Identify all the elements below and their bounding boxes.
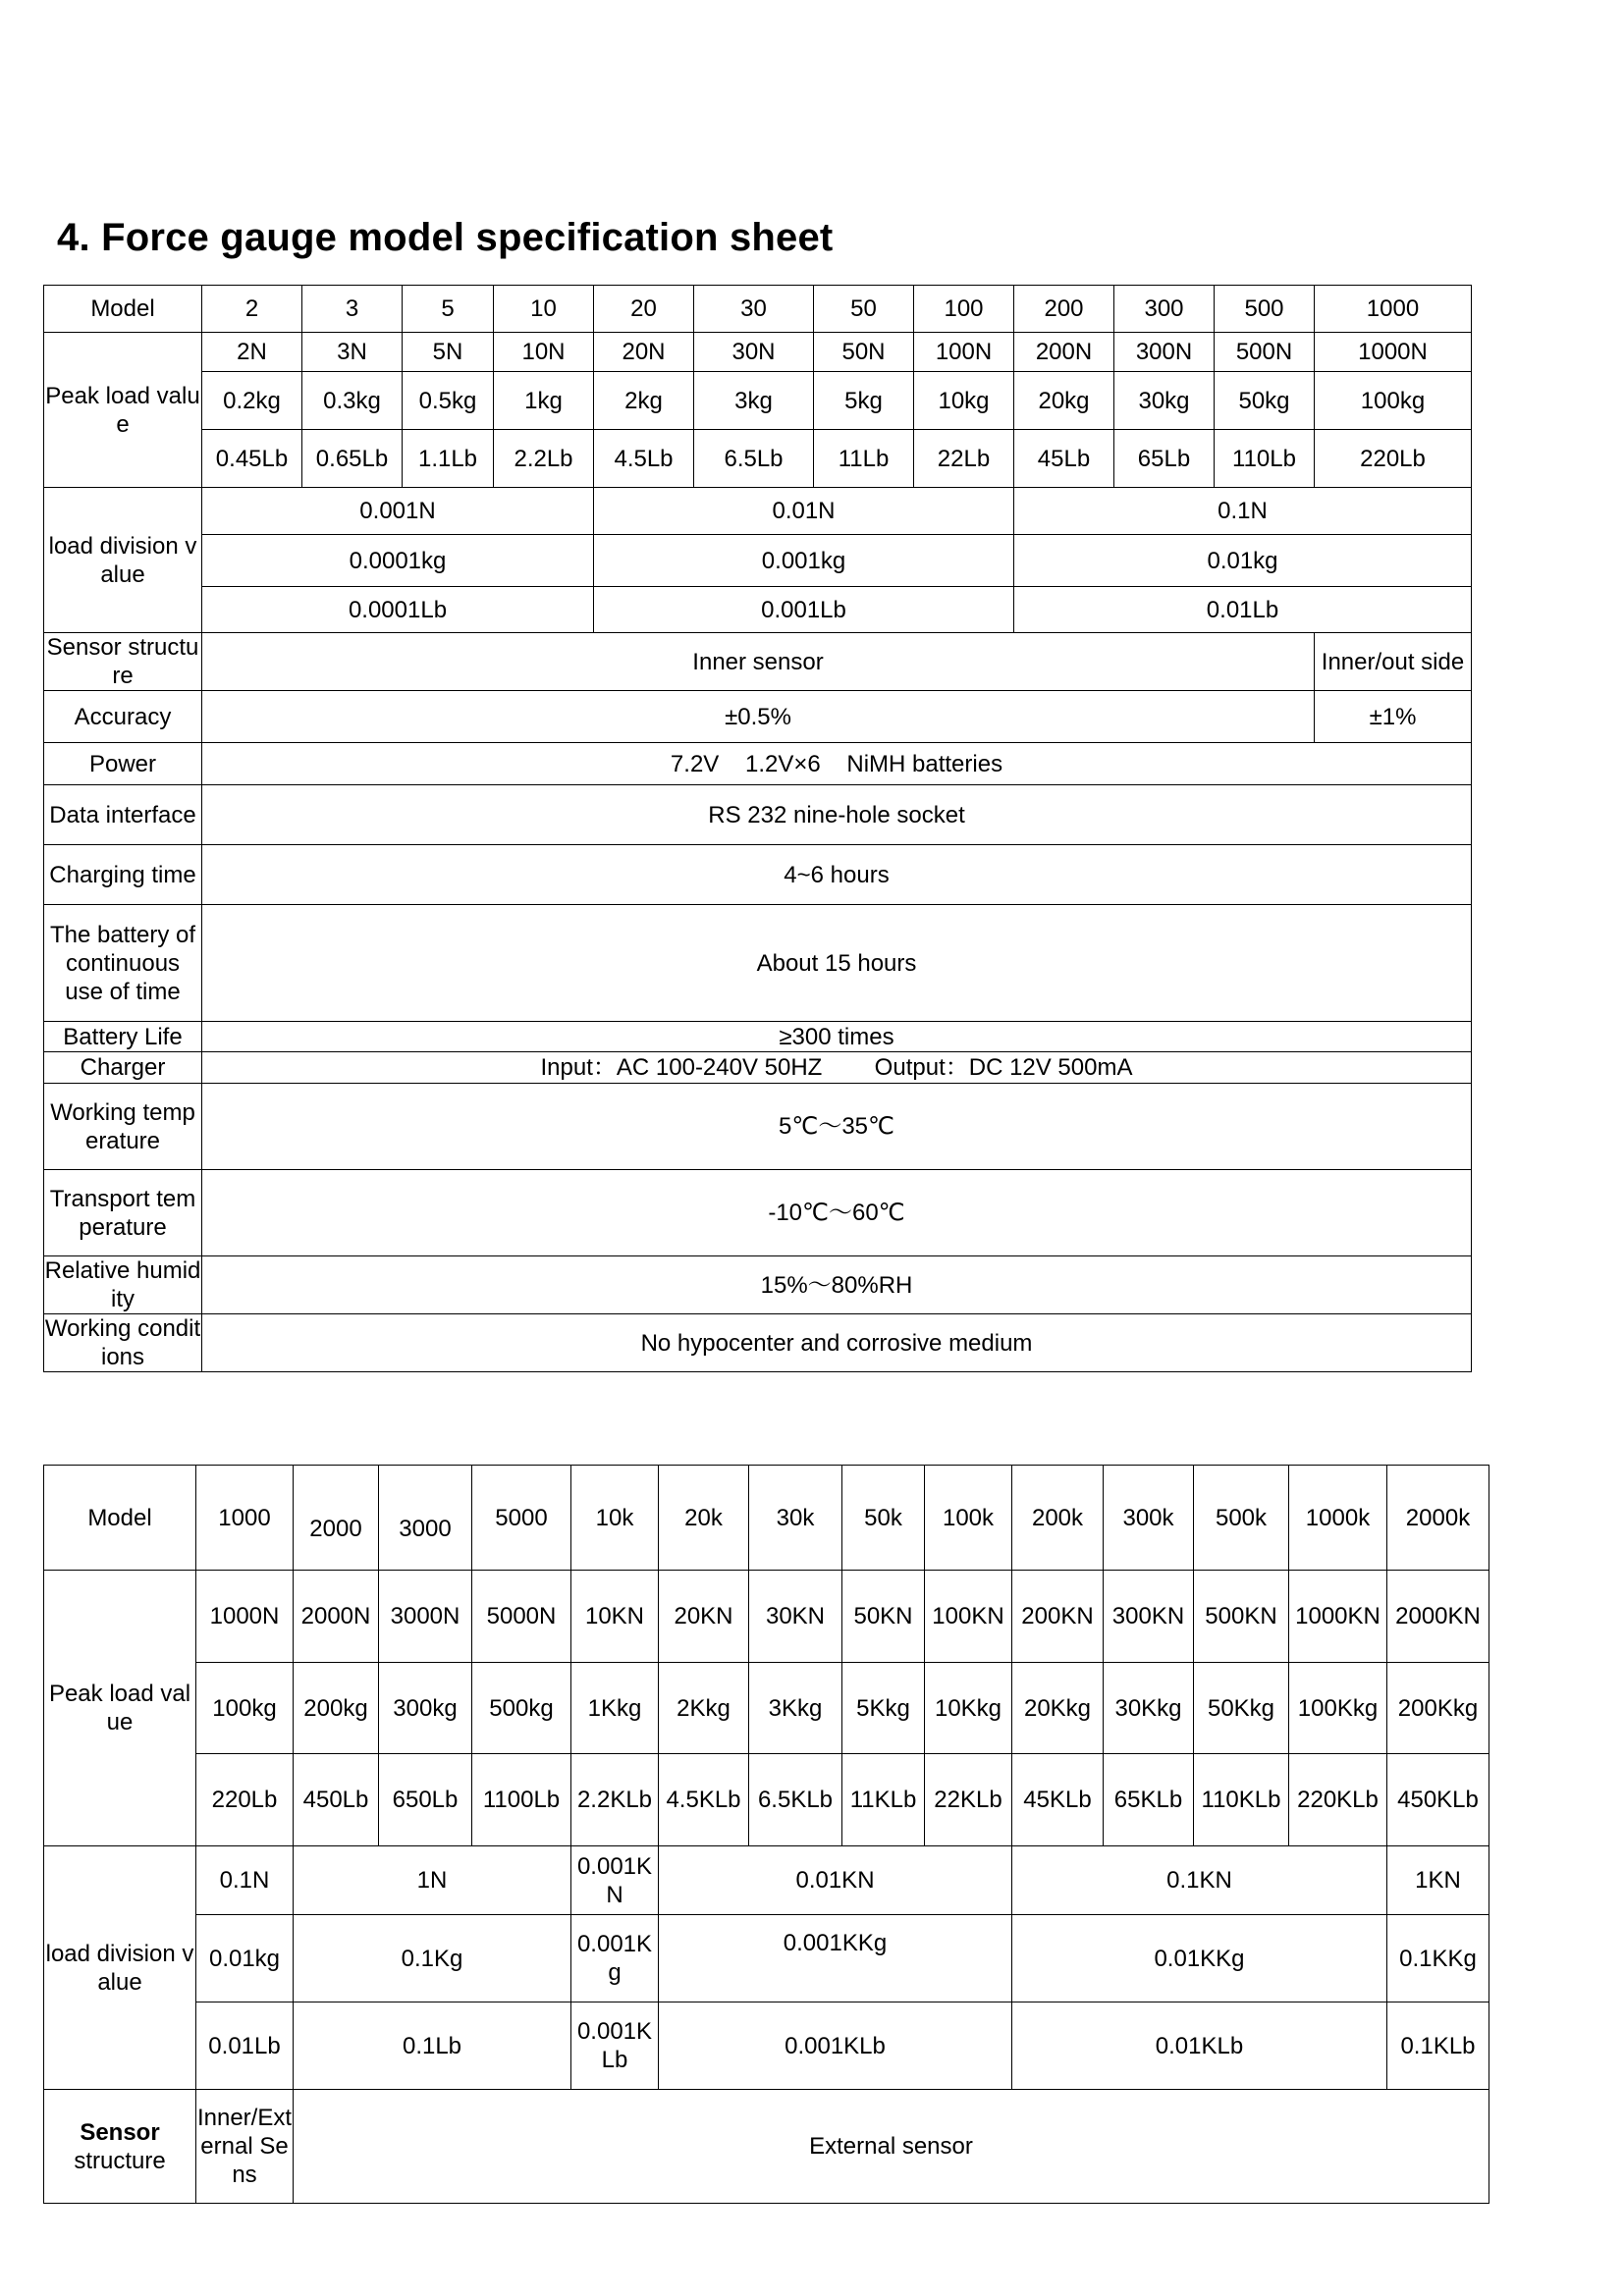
peak-lb-cell: 65Lb <box>1114 430 1215 488</box>
peak-n-cell: 100KN <box>925 1571 1012 1663</box>
model-cell: 200k <box>1012 1466 1104 1571</box>
division-kg-cell: 0.01kg <box>196 1915 294 2002</box>
peak-n-cell: 5N <box>403 333 494 372</box>
relative-humidity-label: Relative humidity <box>44 1257 201 1312</box>
model-cell: 1000 <box>1315 286 1472 333</box>
table-row <box>44 1466 1489 1571</box>
peak-lb-cell: 65KLb <box>1104 1754 1194 1846</box>
division-n-cell: 1KN <box>1387 1846 1489 1915</box>
peak-kg-cell: 30kg <box>1114 372 1215 430</box>
peak-kg-cell: 5Kkg <box>842 1663 925 1754</box>
model-cell: 2 <box>202 286 302 333</box>
spec-table-small-models <box>43 285 1472 1372</box>
peak-n-cell: 20KN <box>659 1571 749 1663</box>
peak-kg-cell: 10Kkg <box>925 1663 1012 1754</box>
peak-kg-cell: 100kg <box>1315 372 1472 430</box>
model-cell: 50k <box>842 1466 925 1571</box>
peak-load-label: Peak load value <box>44 1571 196 1846</box>
transport-temperature-value: -10℃～60℃ <box>202 1170 1472 1256</box>
spec-table-large-models <box>43 1465 1489 2204</box>
peak-n-cell: 1000N <box>196 1571 294 1663</box>
charging-time-label: Charging time <box>44 845 202 905</box>
division-lb-cell: 0.0001Lb <box>202 587 594 633</box>
model-cell: 3000 <box>379 1466 472 1571</box>
peak-lb-cell: 2.2Lb <box>494 430 594 488</box>
peak-lb-cell: 45Lb <box>1014 430 1114 488</box>
division-n-cell: 0.1KN <box>1012 1846 1387 1915</box>
sensor-inner-external-cell: Inner/External Sens <box>196 2090 294 2204</box>
peak-kg-cell: 1kg <box>494 372 594 430</box>
model-cell: 100k <box>925 1466 1012 1571</box>
division-kg-cell: 0.01KKg <box>1012 1915 1387 2002</box>
accuracy-cell: ±0.5% <box>202 691 1315 743</box>
peak-n-cell: 2000KN <box>1387 1571 1489 1663</box>
table-row <box>44 1022 1472 1052</box>
table-row <box>44 743 1472 785</box>
peak-n-cell: 10N <box>494 333 594 372</box>
model-cell: 50 <box>814 286 914 333</box>
peak-n-cell: 3000N <box>379 1571 472 1663</box>
division-lb-cell: 0.001KLb <box>571 2002 659 2090</box>
peak-kg-cell: 3Kkg <box>749 1663 842 1754</box>
peak-lb-cell: 650Lb <box>379 1754 472 1846</box>
peak-kg-cell: 2kg <box>594 372 694 430</box>
division-n-cell: 0.001KN <box>571 1846 659 1915</box>
division-n-cell: 0.01N <box>594 488 1014 535</box>
table-row <box>44 535 1472 587</box>
peak-n-cell: 1000N <box>1315 333 1472 372</box>
peak-lb-cell: 220Lb <box>1315 430 1472 488</box>
model-cell: 5 <box>403 286 494 333</box>
data-interface-value: RS 232 nine-hole socket <box>202 785 1472 845</box>
peak-n-cell: 3N <box>302 333 403 372</box>
peak-kg-cell: 10kg <box>914 372 1014 430</box>
peak-kg-cell: 500kg <box>472 1663 571 1754</box>
load-division-label: load division value <box>44 488 202 633</box>
table-row <box>44 488 1472 535</box>
peak-n-cell: 100N <box>914 333 1014 372</box>
division-kg-cell: 0.0001kg <box>202 535 594 587</box>
peak-kg-cell: 300kg <box>379 1663 472 1754</box>
division-lb-cell: 0.1Lb <box>294 2002 571 2090</box>
model-cell: 20 <box>594 286 694 333</box>
division-n-cell: 0.1N <box>196 1846 294 1915</box>
peak-lb-cell: 450KLb <box>1387 1754 1489 1846</box>
peak-n-cell: 30KN <box>749 1571 842 1663</box>
peak-kg-cell: 2Kkg <box>659 1663 749 1754</box>
load-division-label: load division value <box>44 1846 196 2090</box>
model-cell: 1000 <box>196 1466 294 1571</box>
division-lb-cell: 0.1KLb <box>1387 2002 1489 2090</box>
sensor-structure-label: Sensor structure <box>44 633 202 691</box>
peak-n-cell: 50KN <box>842 1571 925 1663</box>
power-value: 7.2V 1.2V×6 NiMH batteries <box>202 743 1472 785</box>
peak-lb-cell: 6.5KLb <box>749 1754 842 1846</box>
peak-lb-cell: 110KLb <box>1194 1754 1289 1846</box>
peak-n-cell: 200KN <box>1012 1571 1104 1663</box>
division-kg-cell: 0.1Kg <box>294 1915 571 2002</box>
peak-lb-cell: 220KLb <box>1289 1754 1387 1846</box>
battery-use-value: About 15 hours <box>202 905 1472 1022</box>
peak-lb-cell: 11Lb <box>814 430 914 488</box>
table-row <box>44 1571 1489 1663</box>
peak-n-cell: 2000N <box>294 1571 379 1663</box>
model-cell: 300k <box>1104 1466 1194 1571</box>
battery-use-label: The battery of continuous use of time <box>44 905 202 1022</box>
peak-lb-cell: 2.2KLb <box>571 1754 659 1846</box>
model-cell: 500 <box>1215 286 1315 333</box>
peak-n-cell: 10KN <box>571 1571 659 1663</box>
table-row <box>44 905 1472 1022</box>
division-n-cell: 1N <box>294 1846 571 1915</box>
peak-n-cell: 30N <box>694 333 814 372</box>
peak-lb-cell: 220Lb <box>196 1754 294 1846</box>
peak-lb-cell: 45KLb <box>1012 1754 1104 1846</box>
peak-lb-cell: 6.5Lb <box>694 430 814 488</box>
peak-kg-cell: 1Kkg <box>571 1663 659 1754</box>
table-row <box>44 1052 1472 1084</box>
working-conditions-label: Working conditions <box>44 1315 201 1370</box>
peak-kg-cell: 0.2kg <box>202 372 302 430</box>
table-row <box>44 1915 1489 2002</box>
table-row <box>44 1170 1472 1256</box>
peak-kg-cell: 100Kkg <box>1289 1663 1387 1754</box>
data-interface-label: Data interface <box>44 785 202 845</box>
model-cell: 10 <box>494 286 594 333</box>
table-row <box>44 430 1472 488</box>
division-kg-cell: 0.001kg <box>594 535 1014 587</box>
peak-lb-cell: 22KLb <box>925 1754 1012 1846</box>
peak-n-cell: 500KN <box>1194 1571 1289 1663</box>
sensor-structure-label <box>44 2090 196 2204</box>
model-cell: 10k <box>571 1466 659 1571</box>
model-cell: 3 <box>302 286 403 333</box>
division-n-cell: 0.1N <box>1014 488 1472 535</box>
table-row <box>44 333 1472 372</box>
peak-kg-cell: 20Kkg <box>1012 1663 1104 1754</box>
battery-life-label: Battery Life <box>44 1022 202 1052</box>
table-row <box>44 1256 1472 1314</box>
sensor-label-rest: structure <box>74 2147 166 2174</box>
sensor-inner-cell: Inner sensor <box>202 633 1315 691</box>
peak-lb-cell: 4.5KLb <box>659 1754 749 1846</box>
division-lb-cell: 0.01Lb <box>196 2002 294 2090</box>
table-row <box>44 2002 1489 2090</box>
table-row <box>44 587 1472 633</box>
division-kg-cell: 0.01kg <box>1014 535 1472 587</box>
peak-n-cell: 20N <box>594 333 694 372</box>
peak-kg-cell: 30Kkg <box>1104 1663 1194 1754</box>
division-kg-cell: 0.1KKg <box>1387 1915 1489 2002</box>
peak-kg-cell: 50kg <box>1215 372 1315 430</box>
peak-lb-cell: 110Lb <box>1215 430 1315 488</box>
peak-n-cell: 500N <box>1215 333 1315 372</box>
table-row <box>44 2090 1489 2204</box>
table-row <box>44 1663 1489 1754</box>
peak-kg-cell: 200kg <box>294 1663 379 1754</box>
charging-time-value: 4~6 hours <box>202 845 1472 905</box>
table-row <box>44 691 1472 743</box>
peak-kg-cell: 3kg <box>694 372 814 430</box>
division-lb-cell: 0.01KLb <box>1012 2002 1387 2090</box>
charger-value: Input：AC 100-240V 50HZ Output：DC 12V 500mA <box>202 1052 1472 1084</box>
table-row <box>44 633 1472 691</box>
sensor-external-cell: External sensor <box>294 2090 1489 2204</box>
peak-lb-cell: 1.1Lb <box>403 430 494 488</box>
accuracy-cell: ±1% <box>1315 691 1472 743</box>
division-kg-cell: 0.001KKg <box>659 1915 1012 2002</box>
sensor-inout-cell: Inner/out side <box>1315 633 1472 691</box>
power-label: Power <box>44 743 202 785</box>
peak-kg-cell: 200Kkg <box>1387 1663 1489 1754</box>
peak-lb-cell: 1100Lb <box>472 1754 571 1846</box>
peak-n-cell: 300KN <box>1104 1571 1194 1663</box>
table-row <box>44 1084 1472 1170</box>
working-temperature-label: Working temperature <box>44 1084 202 1170</box>
table-row <box>44 1846 1489 1915</box>
peak-load-label: Peak load value <box>44 333 202 488</box>
table-row <box>44 1314 1472 1372</box>
peak-kg-cell: 20kg <box>1014 372 1114 430</box>
relative-humidity-value: 15%～80%RH <box>202 1256 1472 1314</box>
working-temperature-value: 5℃～35℃ <box>202 1084 1472 1170</box>
peak-n-cell: 1000KN <box>1289 1571 1387 1663</box>
peak-n-cell: 5000N <box>472 1571 571 1663</box>
peak-lb-cell: 0.65Lb <box>302 430 403 488</box>
accuracy-label: Accuracy <box>44 691 202 743</box>
page-title: 4. Force gauge model specification sheet <box>57 216 834 259</box>
model-cell: 5000 <box>472 1466 571 1571</box>
model-cell: 2000k <box>1387 1466 1489 1571</box>
peak-n-cell: 300N <box>1114 333 1215 372</box>
peak-lb-cell: 22Lb <box>914 430 1014 488</box>
model-cell: 300 <box>1114 286 1215 333</box>
division-kg-cell: 0.001Kg <box>571 1915 659 2002</box>
peak-kg-cell: 5kg <box>814 372 914 430</box>
model-cell: 20k <box>659 1466 749 1571</box>
model-cell: 30k <box>749 1466 842 1571</box>
peak-n-cell: 2N <box>202 333 302 372</box>
peak-lb-cell: 450Lb <box>294 1754 379 1846</box>
peak-lb-cell: 0.45Lb <box>202 430 302 488</box>
table-row <box>44 1754 1489 1846</box>
model-label: Model <box>44 286 202 333</box>
battery-life-value: ≥300 times <box>202 1022 1472 1052</box>
division-lb-cell: 0.001KLb <box>659 2002 1012 2090</box>
model-cell: 200 <box>1014 286 1114 333</box>
peak-lb-cell: 4.5Lb <box>594 430 694 488</box>
table-row <box>44 372 1472 430</box>
model-cell: 500k <box>1194 1466 1289 1571</box>
division-lb-cell: 0.01Lb <box>1014 587 1472 633</box>
peak-kg-cell: 100kg <box>196 1663 294 1754</box>
peak-n-cell: 200N <box>1014 333 1114 372</box>
model-cell: 1000k <box>1289 1466 1387 1571</box>
sensor-label-bold: Sensor <box>80 2118 160 2146</box>
working-conditions-value: No hypocenter and corrosive medium <box>202 1314 1472 1372</box>
peak-kg-cell: 0.5kg <box>403 372 494 430</box>
model-cell: 2000 <box>294 1466 379 1571</box>
model-cell: 100 <box>914 286 1014 333</box>
model-label: Model <box>44 1466 196 1571</box>
peak-lb-cell: 11KLb <box>842 1754 925 1846</box>
peak-kg-cell: 50Kkg <box>1194 1663 1289 1754</box>
peak-n-cell: 50N <box>814 333 914 372</box>
division-lb-cell: 0.001Lb <box>594 587 1014 633</box>
charger-label: Charger <box>44 1052 202 1084</box>
division-n-cell: 0.01KN <box>659 1846 1012 1915</box>
model-cell: 30 <box>694 286 814 333</box>
table-row <box>44 785 1472 845</box>
table-row <box>44 845 1472 905</box>
division-n-cell: 0.001N <box>202 488 594 535</box>
transport-temperature-label: Transport temperature <box>44 1170 202 1256</box>
peak-kg-cell: 0.3kg <box>302 372 403 430</box>
table-row <box>44 286 1472 333</box>
